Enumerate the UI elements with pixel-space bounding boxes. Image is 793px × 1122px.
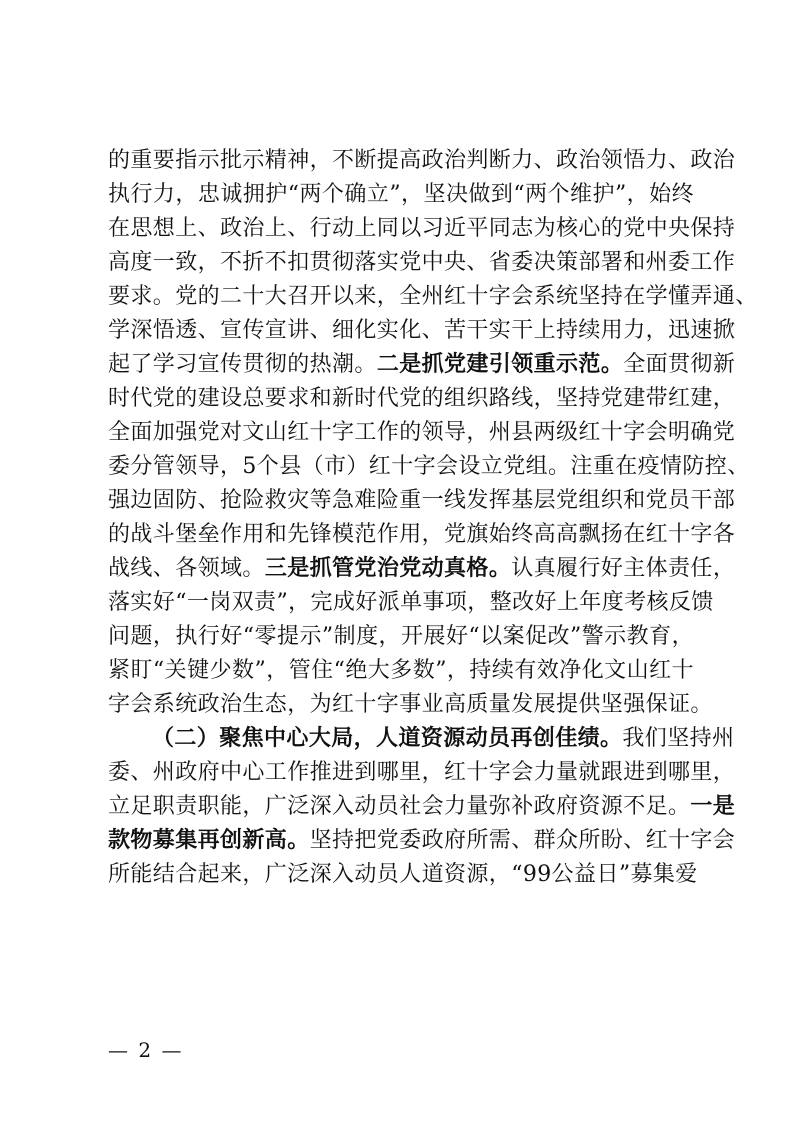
text-line — [108, 858, 698, 892]
text-run: 执行力，忠诚拥护“两个确立”，坚决做到“两个维护”，始终 — [108, 182, 694, 207]
text-line — [108, 518, 736, 552]
text-run: 委、州政府中心工作推进到哪里，红十字会力量就跟进到哪里， — [108, 760, 736, 785]
section-heading-bold: 款物募集再创新高。 — [108, 828, 310, 853]
text-run: 的战斗堡垒作用和先锋模范作用，党旗始终高高飘扬在红十字各 — [108, 522, 736, 547]
text-line — [108, 178, 694, 212]
text-line — [108, 484, 736, 518]
text-line — [108, 450, 750, 484]
text-run: 高度一致，不折不扣贯彻落实党中央、省委决策部署和州委工作 — [108, 250, 736, 275]
page-number: — 2 — — [108, 1038, 184, 1062]
body-text — [108, 144, 758, 892]
section-heading-bold: 一是 — [690, 794, 736, 819]
section-heading-bold: 三是抓管党治党动真格。 — [264, 556, 512, 581]
text-run: 认真履行好主体责任， — [511, 556, 736, 581]
text-line — [108, 688, 713, 722]
text-run: 起了学习宣传贯彻的热潮。 — [108, 352, 377, 377]
text-run: 落实好“一岗双责”，完成好派单事项，整改好上年度考核反馈 — [108, 590, 714, 615]
text-line — [108, 620, 694, 654]
text-line — [108, 756, 736, 790]
text-line — [108, 280, 758, 314]
text-line — [108, 654, 694, 688]
text-run: 立足职责职能，广泛深入动员社会力量弥补政府资源不足。 — [108, 794, 691, 819]
text-run: 委分管领导，5个县（市）红十字会设立党组。注重在疫情防控、 — [108, 454, 750, 479]
text-run: 全面加强党对文山红十字工作的领导，州县两级红十字会明确党 — [108, 420, 736, 445]
text-run: 要求。党的二十大召开以来，全州红十字会系统坚持在学懂弄通、 — [108, 284, 758, 309]
text-run: 所能结合起来，广泛深入动员人道资源，“99公益日”募集爱 — [108, 862, 698, 887]
text-run: 学深悟透、宣传宣讲、细化实化、苦干实干上持续用力，迅速掀 — [108, 318, 736, 343]
text-line — [108, 552, 736, 586]
text-line — [108, 144, 736, 178]
text-run: 我们坚持州 — [622, 726, 735, 751]
text-line — [108, 382, 736, 416]
text-line — [108, 722, 735, 756]
text-run: 字会系统政治生态，为红十字事业高质量发展提供坚强保证。 — [108, 692, 713, 717]
text-run: 全面贯彻新 — [623, 352, 736, 377]
text-line — [108, 348, 736, 382]
text-line — [108, 790, 736, 824]
text-run: 时代党的建设总要求和新时代党的组织路线，坚持党建带红建， — [108, 386, 736, 411]
text-line — [108, 586, 714, 620]
text-line — [108, 246, 736, 280]
text-line — [108, 416, 736, 450]
section-heading-bold: （二）聚焦中心大局，人道资源动员再创佳绩。 — [152, 726, 623, 751]
text-run: 的重要指示批示精神，不断提高政治判断力、政治领悟力、政治 — [108, 148, 736, 173]
text-line — [108, 212, 736, 246]
text-line — [108, 314, 736, 348]
text-run: 强边固防、抢险救灾等急难险重一线发挥基层党组织和党员干部 — [108, 488, 736, 513]
text-line — [108, 824, 736, 858]
text-run: 紧盯“关键少数”，管住“绝大多数”，持续有效净化文山红十 — [108, 658, 694, 683]
text-run: 问题，执行好“零提示”制度，开展好“以案促改”警示教育， — [108, 624, 694, 649]
text-run: 坚持把党委政府所需、群众所盼、红十字会 — [309, 828, 736, 853]
text-run: 战线、各领域。 — [108, 556, 265, 581]
section-heading-bold: 二是抓党建引领重示范。 — [376, 352, 624, 377]
text-run: 在思想上、政治上、行动上同以习近平同志为核心的党中央保持 — [108, 216, 736, 241]
